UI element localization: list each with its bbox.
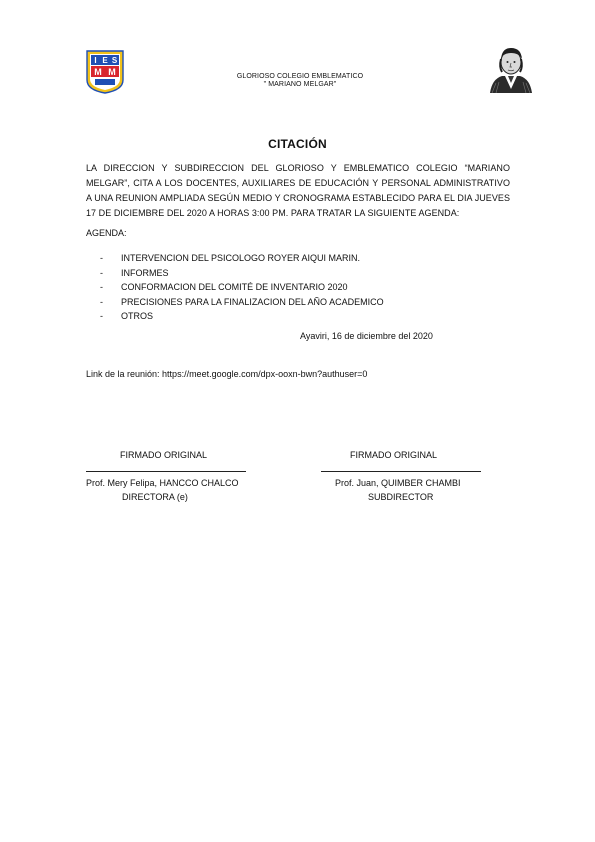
signer-name-subdirector: Prof. Juan, QUIMBER CHAMBI [335, 478, 461, 488]
portrait-engraving-image [488, 45, 534, 93]
school-crest-logo [86, 50, 124, 94]
agenda-label: AGENDA: [86, 228, 127, 238]
school-name-line2: " MARIANO MELGAR" [263, 81, 337, 88]
agenda-item: - PRECISIONES PARA LA FINALIZACION DEL AÑO ACADEMICO [100, 295, 384, 310]
signature-line-right [321, 471, 481, 472]
body-paragraph: LA DIRECCION Y SUBDIRECCION DEL GLORIOSO Y EMBLEMATICO COLEGIO “MARIANO MELGAR”, CITA A LOS DOCENTES, AUXILIARES DE EDUCACIÓN Y PERSONAL ADMINISTRATIVO A UNA REUNION AMPLIADA SEGÚN MEDIO Y CRONOGRAMA ESTABLECIDO PARA EL DIA JUEVES 17 DE DICIEMBRE DEL 2020 A HORAS 3:00 PM. PARA TRATAR LA SIGUIENTE AGENDA: [86, 163, 510, 218]
svg-text:E: E [102, 56, 108, 65]
dash-bullet-icon: - [100, 267, 103, 278]
signed-original-left: FIRMADO ORIGINAL [120, 450, 208, 460]
signed-original-right: FIRMADO ORIGINAL [350, 450, 438, 460]
signer-role-director: DIRECTORA (e) [122, 492, 188, 502]
svg-text:I: I [94, 56, 97, 65]
svg-text:M: M [108, 67, 116, 77]
agenda-item: - INTERVENCION DEL PSICOLOGO ROYER AIQUI MARIN. [100, 251, 384, 266]
dash-bullet-icon: - [100, 296, 103, 307]
agenda-item: - OTROS [100, 309, 384, 324]
school-name-line1: GLORIOSO COLEGIO EMBLEMATICO [236, 73, 364, 80]
document-title: CITACIÓN [268, 137, 327, 151]
dash-bullet-icon: - [100, 253, 103, 263]
dash-bullet-icon: - [100, 282, 103, 292]
signer-role-subdirector: SUBDIRECTOR [368, 492, 434, 502]
signature-line-left [86, 471, 246, 472]
document-date: Ayaviri, 16 de diciembre del 2020 [300, 331, 433, 341]
agenda-item: - CONFORMACION DEL COMITÉ DE INVENTARIO 2020 [100, 280, 384, 295]
agenda-item: - INFORMES [100, 266, 384, 281]
signer-name-director: Prof. Mery Felipa, HANCCO CHALCO [86, 478, 239, 488]
svg-text:S: S [111, 56, 118, 65]
svg-text:M: M [94, 67, 102, 77]
meeting-link[interactable]: Link de la reunión: https://meet.google.com/dpx-ooxn-bwn?authuser=0 [86, 369, 368, 379]
dash-bullet-icon: - [100, 311, 103, 321]
agenda-list [100, 251, 384, 324]
